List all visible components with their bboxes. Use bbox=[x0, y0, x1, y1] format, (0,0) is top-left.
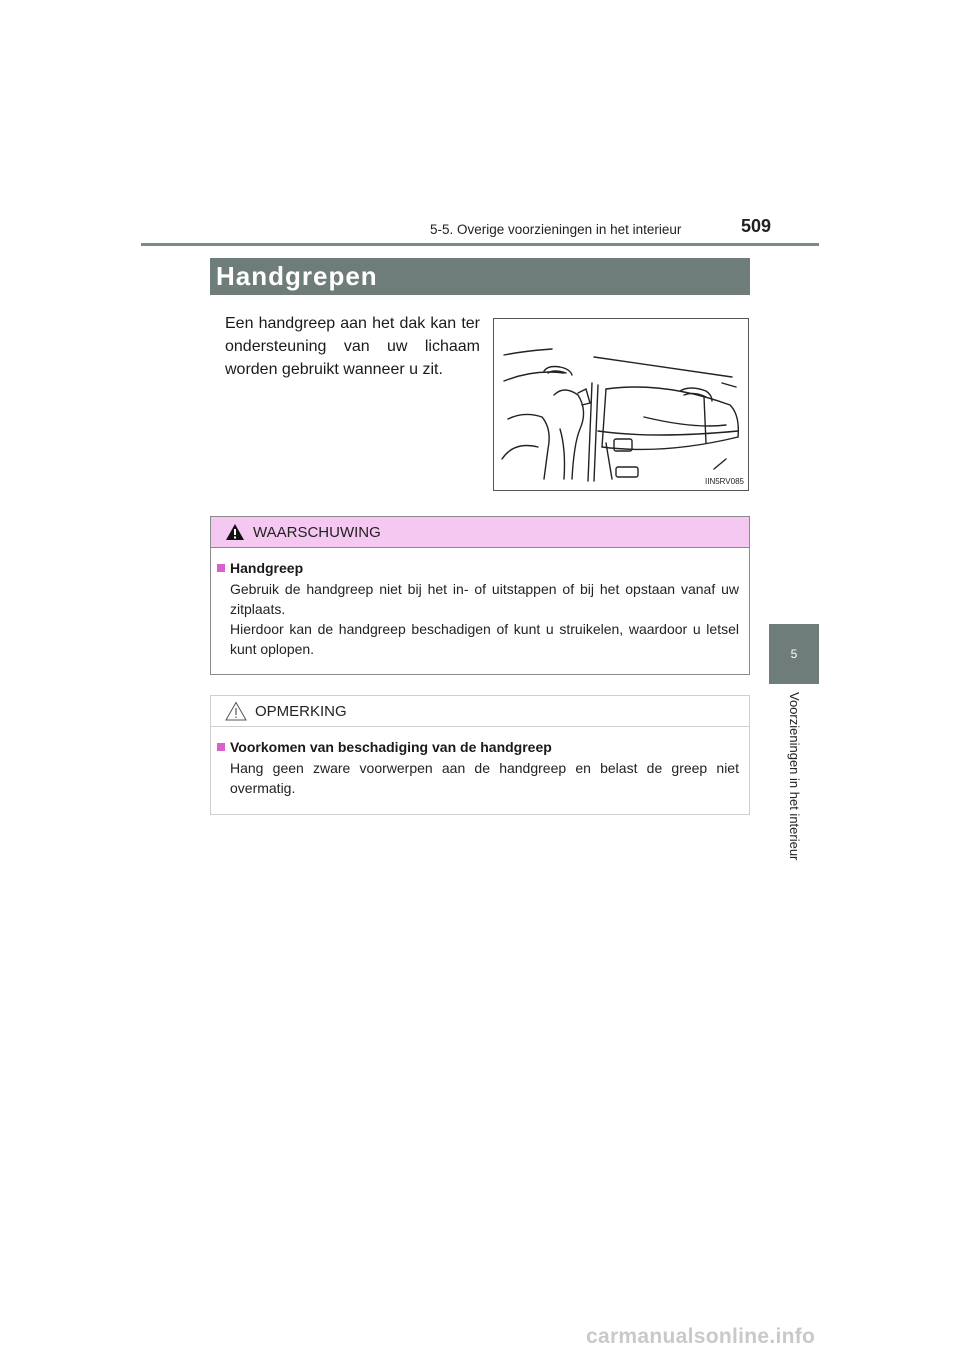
intro-text: Een handgreep aan het dak kan ter ondersteuning van uw lichaam worden gebruikt wanneer u zit. bbox=[225, 315, 480, 378]
section-title: Handgrepen bbox=[210, 258, 750, 295]
chapter-side-title: Voorzieningen in het interieur bbox=[787, 692, 802, 861]
chapter-tab: 5 bbox=[769, 624, 819, 684]
warning-header bbox=[211, 517, 749, 548]
running-header: 5-5. Overige voorzieningen in het interieur bbox=[430, 222, 682, 237]
warning-box bbox=[210, 516, 750, 675]
header-divider bbox=[141, 243, 819, 246]
page-number: 509 bbox=[741, 216, 772, 236]
notice-box bbox=[210, 695, 750, 815]
warning-triangle-icon bbox=[225, 523, 245, 541]
caution-triangle-icon bbox=[225, 701, 247, 721]
warning-item-title: Handgreep bbox=[217, 560, 739, 576]
notice-heading: OPMERKING bbox=[255, 702, 347, 720]
warning-paragraph: Hierdoor kan de handgreep beschadigen of kunt u struikelen, waardoor u letsel kunt oplopen. bbox=[230, 621, 739, 657]
watermark: carmanualsonline.info bbox=[586, 1325, 816, 1348]
warning-paragraph: Gebruik de handgreep niet bij het in- of uitstappen of bij het opstaan vanaf uw zitplaats. bbox=[230, 581, 739, 617]
assist-grip-illustration bbox=[493, 318, 749, 491]
figure-code: IIN5RV085 bbox=[705, 477, 744, 486]
car-interior-drawing bbox=[494, 319, 748, 490]
warning-heading: WAARSCHUWING bbox=[253, 523, 381, 541]
square-bullet-icon bbox=[217, 743, 225, 751]
notice-header bbox=[211, 696, 749, 727]
square-bullet-icon bbox=[217, 564, 225, 572]
notice-paragraph: Hang geen zware voorwerpen aan de handgreep en belast de greep niet overmatig. bbox=[230, 760, 739, 796]
notice-item-title: Voorkomen van beschadiging van de handgreep bbox=[217, 739, 739, 755]
